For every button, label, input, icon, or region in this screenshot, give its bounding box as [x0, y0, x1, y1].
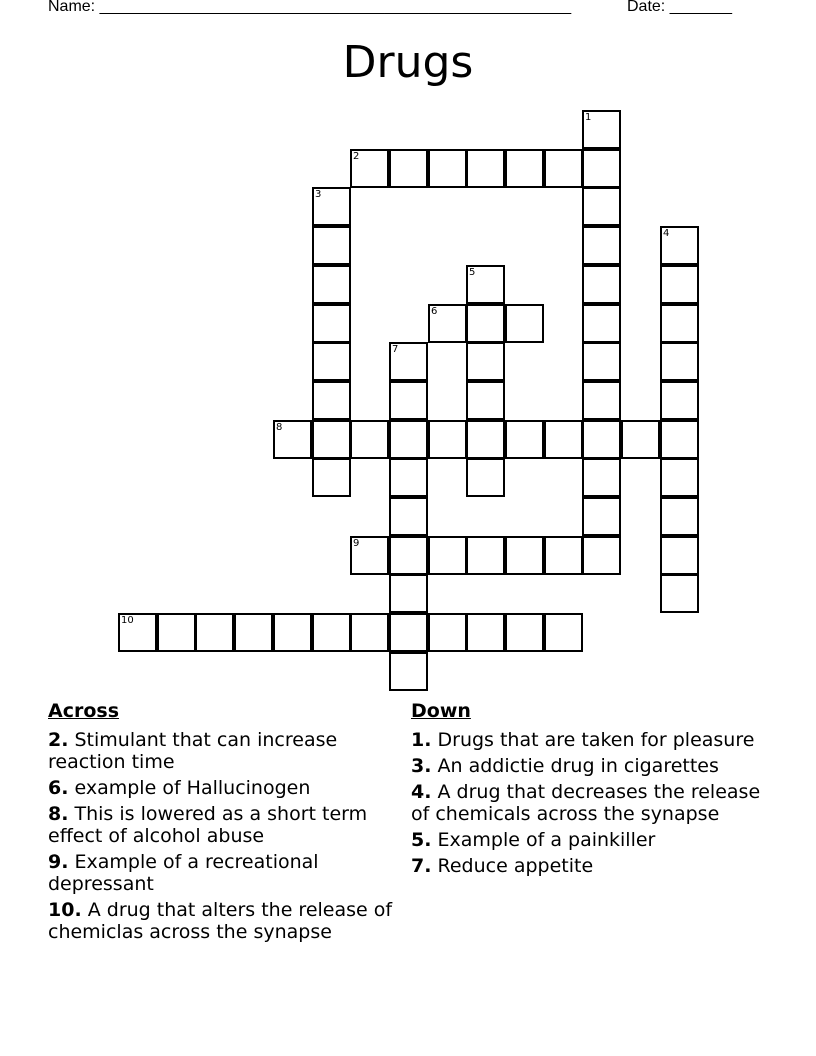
cell-number: 9	[353, 538, 360, 549]
name-field-label: Name: _____________________________________________________	[48, 0, 572, 15]
clue-number: 8.	[48, 803, 69, 825]
crossword-cell[interactable]	[466, 342, 505, 381]
cell-number: 8	[276, 422, 283, 433]
crossword-cell[interactable]	[466, 420, 505, 459]
crossword-cell[interactable]	[312, 342, 351, 381]
cell-number: 1	[585, 112, 592, 123]
page-title: Drugs	[342, 37, 474, 88]
crossword-cell[interactable]	[582, 342, 621, 381]
clue-down-7	[411, 855, 771, 877]
clue-across-2	[48, 729, 398, 773]
crossword-cell[interactable]	[582, 304, 621, 343]
crossword-cell[interactable]	[660, 304, 699, 343]
crossword-cell[interactable]	[466, 265, 505, 304]
crossword-cell[interactable]	[582, 420, 621, 459]
crossword-cell[interactable]	[505, 420, 544, 459]
crossword-cell[interactable]	[389, 613, 428, 652]
crossword-cell[interactable]	[195, 613, 234, 652]
clue-number: 9.	[48, 851, 69, 873]
clue-across-9	[48, 851, 398, 895]
cell-number: 2	[353, 151, 360, 162]
clue-number: 4.	[411, 781, 432, 803]
crossword-cell[interactable]	[466, 536, 505, 575]
clue-down-4	[411, 781, 771, 825]
clue-down-3	[411, 755, 771, 777]
crossword-cell[interactable]	[428, 536, 467, 575]
crossword-cell[interactable]	[582, 381, 621, 420]
crossword-cell[interactable]	[428, 149, 467, 188]
clue-text: A drug that alters the release of chemiclas across the synapse	[48, 899, 393, 943]
crossword-cell[interactable]	[544, 420, 583, 459]
crossword-cell[interactable]	[312, 226, 351, 265]
clue-text: Drugs that are taken for pleasure	[437, 729, 755, 751]
clue-across-10	[48, 899, 398, 943]
cell-number: 3	[315, 189, 322, 200]
crossword-cell[interactable]	[582, 536, 621, 575]
cell-number: 4	[663, 228, 670, 239]
crossword-cell[interactable]	[312, 265, 351, 304]
cell-number: 10	[121, 615, 134, 626]
across-heading: Across	[48, 700, 120, 722]
crossword-cell[interactable]	[660, 381, 699, 420]
crossword-cell[interactable]	[505, 149, 544, 188]
clue-text: Stimulant that can increase reaction time	[48, 729, 338, 773]
clue-text: This is lowered as a short term effect of alcohol abuse	[48, 803, 368, 847]
clue-text: A drug that decreases the release of chemicals across the synapse	[411, 781, 761, 825]
crossword-cell[interactable]	[660, 342, 699, 381]
date-field-label: Date: _______	[627, 0, 732, 15]
clue-number: 1.	[411, 729, 432, 751]
crossword-cell[interactable]	[157, 613, 196, 652]
clue-across-8	[48, 803, 398, 847]
crossword-cell[interactable]	[660, 265, 699, 304]
crossword-cell[interactable]	[350, 536, 389, 575]
crossword-cell[interactable]	[505, 304, 544, 343]
crossword-cell[interactable]	[389, 458, 428, 497]
cell-number: 6	[431, 306, 438, 317]
clue-number: 2.	[48, 729, 69, 751]
crossword-cell[interactable]	[312, 304, 351, 343]
crossword-cell[interactable]	[273, 420, 312, 459]
crossword-cell[interactable]	[466, 304, 505, 343]
crossword-cell[interactable]	[660, 574, 699, 613]
crossword-cell[interactable]	[389, 381, 428, 420]
clue-text: Example of a recreational depressant	[48, 851, 319, 895]
clue-text: Reduce appetite	[437, 855, 594, 877]
crossword-cell[interactable]	[389, 342, 428, 381]
crossword-cell[interactable]	[466, 149, 505, 188]
crossword-cell[interactable]	[118, 613, 157, 652]
down-heading: Down	[411, 700, 471, 722]
crossword-cell[interactable]	[505, 613, 544, 652]
crossword-cell[interactable]	[273, 613, 312, 652]
crossword-cell[interactable]	[312, 420, 351, 459]
clue-across-6	[48, 777, 398, 799]
cell-number: 5	[469, 267, 476, 278]
crossword-cell[interactable]	[466, 458, 505, 497]
crossword-cell[interactable]	[389, 149, 428, 188]
clue-down-1	[411, 729, 771, 751]
crossword-cell[interactable]	[582, 458, 621, 497]
crossword-cell[interactable]	[428, 304, 467, 343]
crossword-cell[interactable]	[389, 536, 428, 575]
crossword-cell[interactable]	[544, 149, 583, 188]
crossword-cell[interactable]	[389, 574, 428, 613]
crossword-cell[interactable]	[544, 536, 583, 575]
crossword-cell[interactable]	[466, 381, 505, 420]
crossword-cell[interactable]	[312, 613, 351, 652]
crossword-cell[interactable]	[582, 187, 621, 226]
crossword-cell[interactable]	[389, 652, 428, 691]
crossword-cell[interactable]	[466, 613, 505, 652]
clue-number: 7.	[411, 855, 432, 877]
crossword-cell[interactable]	[582, 265, 621, 304]
clue-text: example of Hallucinogen	[74, 777, 311, 799]
clue-number: 6.	[48, 777, 69, 799]
crossword-cell[interactable]	[660, 226, 699, 265]
crossword-cell[interactable]	[350, 420, 389, 459]
crossword-cell[interactable]	[660, 458, 699, 497]
crossword-cell[interactable]	[389, 420, 428, 459]
clue-number: 10.	[48, 899, 82, 921]
crossword-cell[interactable]	[312, 187, 351, 226]
clue-number: 5.	[411, 829, 432, 851]
crossword-cell[interactable]	[350, 149, 389, 188]
crossword-cell[interactable]	[660, 420, 699, 459]
crossword-cell[interactable]	[582, 226, 621, 265]
crossword-cell[interactable]	[428, 613, 467, 652]
crossword-cell[interactable]	[544, 613, 583, 652]
clue-text: Example of a painkiller	[437, 829, 656, 851]
crossword-cell[interactable]	[660, 497, 699, 536]
crossword-cell[interactable]	[660, 536, 699, 575]
crossword-cell[interactable]	[582, 149, 621, 188]
clue-number: 3.	[411, 755, 432, 777]
crossword-cell[interactable]	[312, 381, 351, 420]
down-clues	[411, 700, 771, 881]
crossword-cell[interactable]	[505, 536, 544, 575]
crossword-cell[interactable]	[389, 497, 428, 536]
crossword-cell[interactable]	[312, 458, 351, 497]
crossword-cell[interactable]	[582, 110, 621, 149]
crossword-cell[interactable]	[621, 420, 660, 459]
clue-down-5	[411, 829, 771, 851]
crossword-cell[interactable]	[350, 613, 389, 652]
crossword-cell[interactable]	[582, 497, 621, 536]
across-clues	[48, 700, 398, 947]
crossword-cell[interactable]	[428, 420, 467, 459]
clue-text: An addictie drug in cigarettes	[437, 755, 719, 777]
crossword-cell[interactable]	[234, 613, 273, 652]
cell-number: 7	[392, 344, 399, 355]
